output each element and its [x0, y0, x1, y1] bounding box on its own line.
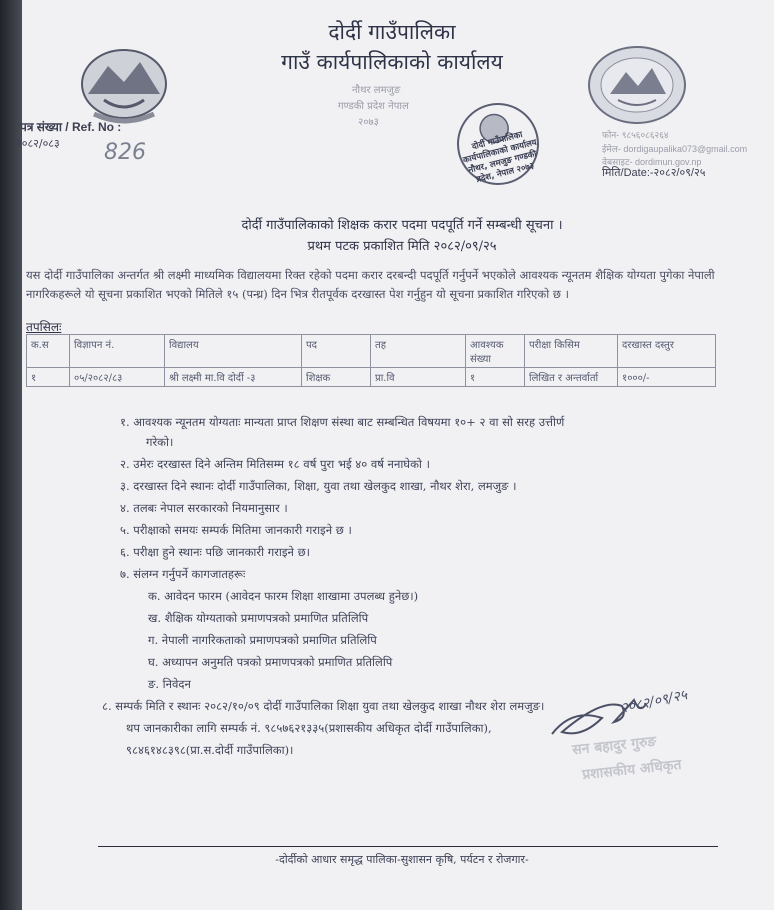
table-cell: श्री लक्ष्मी मा.वि दोर्दी -३ [165, 368, 302, 387]
table-header-cell: तह [371, 335, 466, 368]
list-item: ख. शैक्षिक योग्यताको प्रमाणपत्रको प्रमाणित प्रतिलिपि [148, 611, 369, 625]
list-item: ८. सम्पर्क मिति र स्थानः २०८२/१०/०९ दोर्दी गाउँपालिका शिक्षा युवा तथा खेलकुद शाखा नौथर शेरा लमजुङ। [102, 699, 545, 713]
office-stamp [442, 88, 554, 200]
municipality-logo-icon [582, 40, 692, 130]
list-item: ४. तलबः नेपाल सरकारको नियमानुसार । [120, 501, 288, 515]
list-item: १. आवश्यक न्यूनतम योग्यताः मान्यता प्राप्त शिक्षण संस्था बाट सम्बन्धित विषयमा १०+ २ वा सो सरह उत्तीर्ण [120, 415, 565, 429]
table-cell: १ [466, 368, 525, 387]
notice-document [16, 0, 774, 910]
list-item: ३. दरखास्त दिने स्थानः दोर्दी गाउँपालिका, शिक्षा, युवा तथा खेलकुद शाखा, नौथर शेरा, लमजुङ । [120, 479, 517, 493]
table-header-cell: विद्यालय [165, 335, 302, 368]
table-cell: १ [27, 368, 70, 387]
notice-body: यस दोर्दी गाउँपालिका अन्तर्गत श्री लक्ष्मी माध्यमिक विद्यालयमा रिक्त रहेको पदमा करार दरबन्दी पदपूर्ति गर्नुपर्ने भएकोले आवश्यक न्यूनतम शैक्षिक योग्यता पुगेका नेपाली नागरिकहरूले यो सूचना प्रकाशित भएको मितिले १५ (पन्ध्र) दिन भित्र रीतपूर्वक दरखास्त पेश गर्नुहुन यो सूचना प्रकाशित गरिएको छ । [26, 268, 715, 301]
published-date: प्रथम पटक प्रकाशित मिति २०८२/०९/२५ [307, 239, 497, 254]
table-header-cell: दरखास्त दस्तुर [618, 335, 716, 368]
list-item: ग. नेपाली नागरिकताको प्रमाणपत्रको प्रमाणित प्रतिलिपि [148, 633, 377, 647]
table-row [27, 368, 716, 387]
address-line-2: गण्डकी प्रदेश नेपाल [338, 101, 409, 112]
notice-title: दोर्दी गाउँपालिकाको शिक्षक करार पदमा पदपूर्ति गर्ने सम्बन्धी सूचना । [241, 218, 563, 233]
ref-number-label: पत्र संख्या / Ref. No : [20, 120, 122, 134]
office-name: दोर्दी गाउँपालिका [328, 20, 456, 44]
table-cell: १०००/- [618, 368, 716, 387]
ref-number-value: २०८२/०८३ [16, 137, 60, 150]
list-item: ९८४६१४८३९८(प्रा.स.दोर्दी गाउँपालिका)। [126, 743, 294, 757]
website: वेबसाइट- dordimun.gov.np [602, 157, 702, 167]
details-label: तपसिलः [26, 320, 62, 334]
phone-number: फोन- ९८५६०८६२६४ [602, 130, 669, 140]
office-title: गाउँ कार्यपालिकाको कार्यालय [281, 50, 503, 74]
table-header-cell: परीक्षा किसिम [525, 335, 618, 368]
table-cell: प्रा.वि [371, 368, 466, 387]
footer-slogan: -दोर्दीको आधार समृद्ध पालिका-सुशासन कृषि, पर्यटन र रोजगार- [275, 853, 529, 866]
list-item: २. उमेरः दरखास्त दिने अन्तिम मितिसम्म १८ वर्ष पुरा भई ४० वर्ष ननाघेको । [120, 457, 430, 471]
table-cell: ०५/२०८२/८३ [70, 368, 165, 387]
email-address: ईमेल- dordigaupalika073@gmail.com [602, 144, 748, 154]
address-line-1: नौथर लमजुङ [352, 85, 401, 96]
table-header-cell: पद [302, 335, 371, 368]
list-item: ७. संलग्न गर्नुपर्ने कागजातहरूः [120, 567, 246, 581]
table-header-cell: विज्ञापन नं. [70, 335, 165, 368]
table-cell: शिक्षक [302, 368, 371, 387]
list-item: क. आवेदन फारम (आवेदन फारम शिक्षा शाखामा उपलब्ध हुनेछ।) [148, 589, 419, 603]
signature-date: २०८२/०९/२५ [619, 687, 689, 717]
list-item: गरेको। [146, 435, 174, 449]
vacancy-table [26, 334, 716, 387]
table-cell: लिखित र अन्तर्वार्ता [525, 368, 618, 387]
issue-date: मिति/Date:-२०८२/०९/२५ [602, 167, 706, 179]
table-header-cell: क.स [27, 335, 70, 368]
list-item: थप जानकारीका लागि सम्पर्क नं. ९८५७६२१३३५(प्रशासकीय अधिकृत दोर्दी गाउँपालिका), [126, 721, 492, 735]
table-header-row [27, 335, 716, 368]
stamp-text: दोर्दी गाउँपालिका कार्यपालिकाको कार्यालय नौथर, लमजुङ गण्डकी प्रदेश, नेपाल २०७३ [462, 129, 538, 186]
list-item: ६. परीक्षा हुने स्थानः पछि जानकारी गराइने छ। [120, 545, 310, 559]
list-item: ङ. निवेदन [148, 677, 191, 691]
dispatch-number: 826 [104, 140, 146, 165]
list-item: घ. अध्यापन अनुमति पत्रको प्रमाणपत्रको प्रमाणित प्रतिलिपि [148, 655, 393, 669]
table-header-cell: आवश्यक संख्या [466, 335, 525, 368]
signatory-name: सन बहादुर गुरुङ [571, 733, 658, 759]
footer-divider [98, 846, 718, 847]
signatory-designation: प्रशासकीय अधिकृत [581, 756, 683, 784]
address-line-3: २०७३ [358, 117, 379, 128]
list-item: ५. परीक्षाको समयः सम्पर्क मितिमा जानकारी गराइने छ । [120, 523, 352, 537]
nepal-emblem-icon [74, 42, 174, 128]
